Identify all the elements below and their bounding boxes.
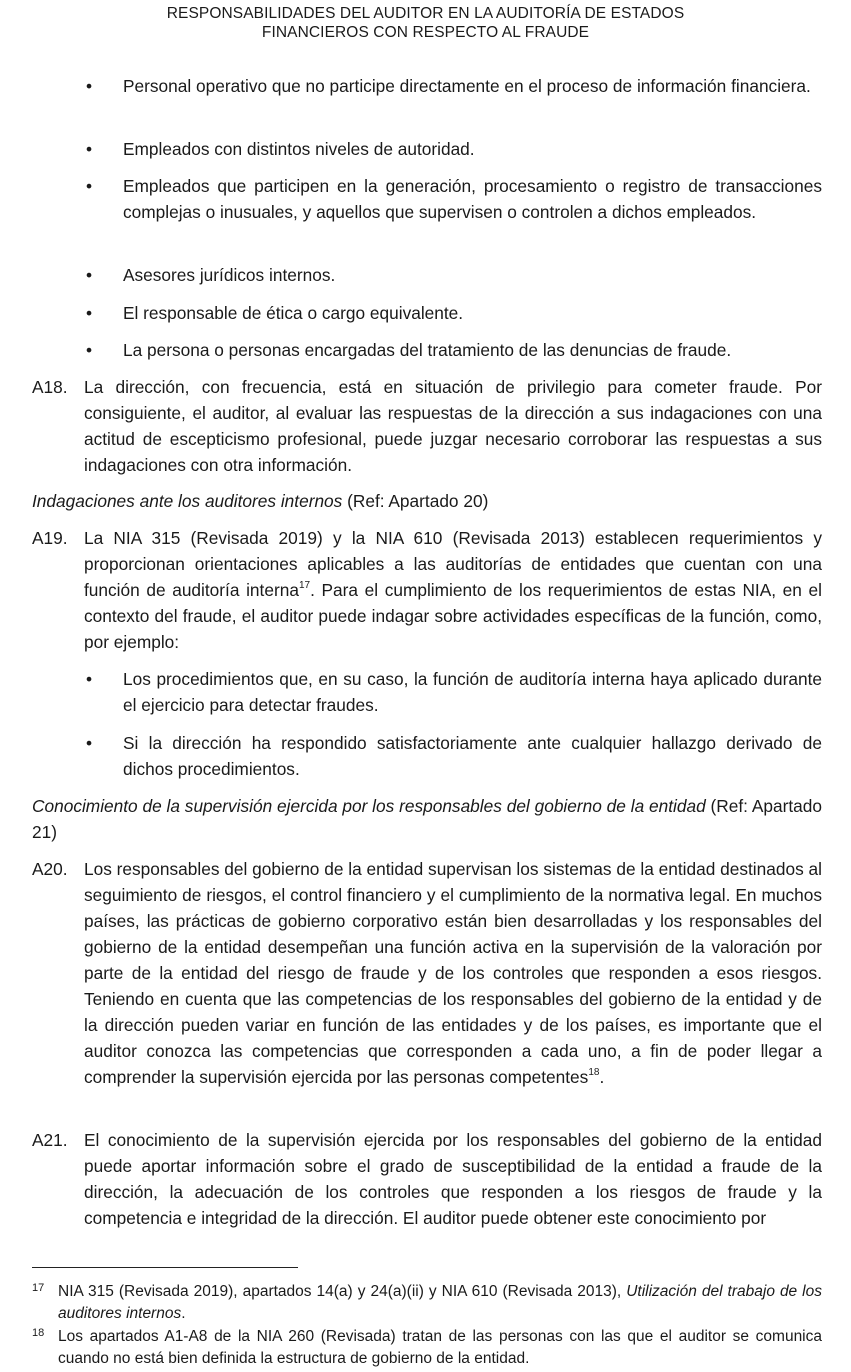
- paragraph-text: Los responsables del gobierno de la entidad supervisan los sistemas de la entidad destinados al seguimiento de riesgos, el control financiero y el cumplimiento de la normativa legal. En muchos países, las prácticas de gobierno corporativo están bien desarrolladas y los responsables del gobierno de la entidad desempeñan una función activa en la supervisión de la valoración por parte de la entidad del riesgo de fraude y de los controles que responden a esos riesgos. Teniendo en cuenta que las competencias de los responsables del gobierno de la entidad y de la dirección pueden variar en función de las entidades y de los países, es importante que el auditor conozca las competencias que corresponden a cada uno, a fin de poder llegar a comprender la supervisión ejercida por las personas competentes$^{18}$.: [84, 859, 822, 1087]
- paragraph-a18: [32, 374, 822, 478]
- list-item: [86, 730, 822, 782]
- list-item: [86, 300, 822, 326]
- section-heading-title: Indagaciones ante los auditores internos: [32, 491, 343, 511]
- footnote-number: 17: [32, 1282, 45, 1294]
- footnote-ref-17[interactable]: 17: [298, 580, 311, 592]
- section-heading-title: Conocimiento de la supervisión ejercida por los responsables del gobierno de la entidad: [32, 796, 706, 816]
- section-heading: [32, 793, 822, 845]
- footnote-ref-18[interactable]: 18: [588, 1067, 600, 1079]
- running-header: [0, 4, 851, 42]
- paragraph-a19: [32, 525, 822, 655]
- paragraph-number: A20.: [32, 859, 68, 879]
- footnote-number: 18: [32, 1327, 45, 1339]
- list-item-text: La persona o personas encargadas del tratamiento de las denuncias de fraude.: [123, 340, 732, 360]
- list-item: [86, 173, 822, 225]
- list-item-text: Los procedimientos que, en su caso, la función de auditoría interna haya aplicado durante el ejercicio para detectar fraudes.: [123, 669, 822, 715]
- paragraph-text: El conocimiento de la supervisión ejercida por los responsables del gobierno de la entidad puede aportar información sobre el grado de susceptibilidad de la entidad a fraude de la dirección, la adecuación de los controles que responden a los riesgos de fraude y la competencia e integridad de la dirección. El auditor puede obtener este conocimiento por: [84, 1130, 822, 1228]
- list-item-text: Asesores jurídicos internos.: [123, 265, 336, 285]
- list-item-text: Personal operativo que no participe directamente en el proceso de información financiera.: [123, 76, 811, 96]
- footnote-17: [32, 1281, 822, 1325]
- footnote-18: [32, 1326, 822, 1370]
- running-header-line-2: FINANCIEROS CON RESPECTO AL FRAUDE: [261, 24, 590, 41]
- bullet-icon: •: [86, 265, 93, 285]
- bullet-icon: •: [86, 669, 93, 689]
- bullet-icon: •: [86, 733, 93, 753]
- bullet-icon: •: [86, 303, 93, 323]
- footnote-divider: [32, 1267, 298, 1268]
- running-header-line-1: RESPONSABILIDADES DEL AUDITOR EN LA AUDITORÍA DE ESTADOS: [166, 5, 685, 22]
- paragraph-text: La NIA 315 (Revisada 2019) y la NIA 610 (Revisada 2013) establecen requerimientos y proporcionan orientaciones aplicables a las auditorías de entidades que cuentan con una función de auditoría interna$^{17}$. Para el cumplimiento de los requerimientos de estas NIA, en el contexto del fraude, el auditor puede indagar sobre actividades específicas de la función, como, por ejemplo:: [84, 528, 822, 652]
- section-heading-ref: (Ref: Apartado 21): [32, 796, 822, 842]
- bullet-icon: •: [86, 176, 93, 196]
- paragraph-a21: [32, 1127, 822, 1231]
- footnote-text: NIA 315 (Revisada 2019), apartados 14(a) y 24(a)(ii) y NIA 610 (Revisada 2013), Utilización del trabajo de los auditores internos.: [58, 1283, 822, 1322]
- list-item-text: El responsable de ética o cargo equivalente.: [123, 303, 464, 323]
- list-item: [86, 73, 822, 99]
- bullet-icon: •: [86, 76, 93, 96]
- paragraph-text: La dirección, con frecuencia, está en situación de privilegio para cometer fraude. Por consiguiente, el auditor, al evaluar las respuestas de la dirección a sus indagaciones con una actitud de escepticismo profesional, puede juzgar necesario corroborar las respuestas a sus indagaciones con otra información.: [84, 377, 822, 475]
- bullet-icon: •: [86, 139, 93, 159]
- list-item-text: Si la dirección ha respondido satisfactoriamente ante cualquier hallazgo derivado de dichos procedimientos.: [123, 733, 822, 779]
- section-heading: [32, 488, 822, 514]
- list-item-text: Empleados con distintos niveles de autoridad.: [123, 139, 475, 159]
- paragraph-number: A19.: [32, 528, 68, 548]
- list-item: [86, 337, 822, 363]
- paragraph-number: A18.: [32, 377, 68, 397]
- paragraph-number: A21.: [32, 1130, 68, 1150]
- list-item: [86, 666, 822, 718]
- paragraph-a20: [32, 856, 822, 1090]
- bullet-icon: •: [86, 340, 93, 360]
- section-heading-ref: (Ref: Apartado 20): [342, 491, 489, 511]
- list-item: [86, 262, 822, 288]
- list-item: [86, 136, 822, 162]
- footnote-text: Los apartados A1-A8 de la NIA 260 (Revisada) tratan de las personas con las que el auditor se comunica cuando no está bien definida la estructura de gobierno de la entidad.: [58, 1328, 822, 1367]
- list-item-text: Empleados que participen en la generación, procesamiento o registro de transacciones complejas o inusuales, y aquellos que supervisen o controlen a dichos empleados.: [123, 176, 822, 222]
